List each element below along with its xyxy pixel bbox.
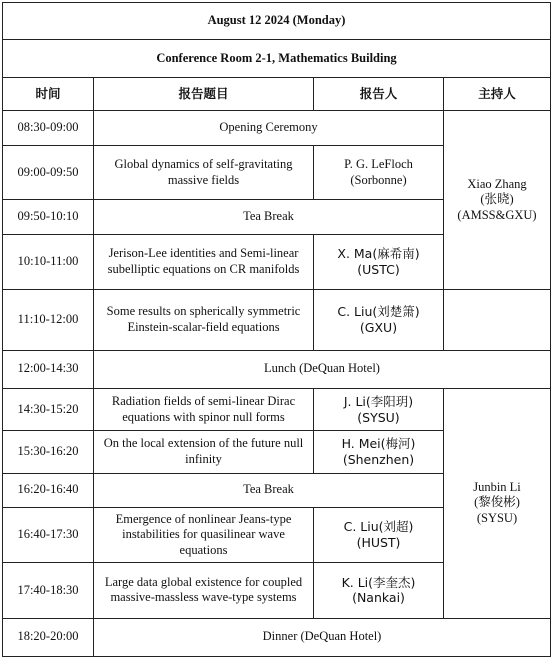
time-cell: 09:00-09:50 — [3, 146, 94, 200]
speaker-name: X. Ma(麻希南) — [337, 246, 420, 262]
chair-affiliation: (AMSS&GXU) — [457, 207, 537, 222]
chair-cell-empty — [444, 290, 551, 350]
venue-row — [3, 40, 551, 77]
speaker-cell — [314, 388, 444, 430]
speaker-affiliation: (GXU) — [359, 319, 398, 335]
talk-title: Some results on spherically symmetric Einstein-scalar-field equations — [94, 290, 314, 350]
schedule-row — [3, 110, 551, 145]
speaker-affiliation: (SYSU) — [357, 409, 400, 425]
time-cell: 16:40-17:30 — [3, 507, 94, 562]
time-cell: 08:30-09:00 — [3, 110, 94, 145]
speaker-affiliation: (HUST) — [356, 534, 401, 550]
speaker-cell — [314, 507, 444, 562]
schedule-table — [2, 2, 551, 657]
speaker-cell — [314, 431, 444, 473]
speaker-affiliation: (Shenzhen) — [342, 451, 415, 467]
chair-name: Junbin Li — [473, 479, 521, 494]
speaker-affiliation: (Sorbonne) — [350, 172, 407, 187]
time-cell: 15:30-16:20 — [3, 431, 94, 473]
column-header-chair: 主持人 — [444, 77, 551, 110]
time-cell: 11:10-12:00 — [3, 290, 94, 350]
time-cell: 12:00-14:30 — [3, 350, 94, 388]
time-cell: 18:20-20:00 — [3, 618, 94, 656]
schedule-row — [3, 290, 551, 350]
chair-cn-name: (黎俊彬) — [474, 495, 520, 510]
schedule-row — [3, 350, 551, 388]
speaker-affiliation: (Nankai) — [352, 590, 405, 606]
speaker-name: J. Li(李阳玥) — [343, 393, 414, 409]
column-header-row — [3, 77, 551, 110]
talk-title: Large data global existence for coupled massive-massless wave-type systems — [94, 563, 314, 618]
speaker-cell — [314, 146, 444, 200]
chair-cell-afternoon — [444, 388, 551, 618]
time-cell: 14:30-15:20 — [3, 388, 94, 430]
date-row — [3, 3, 551, 40]
speaker-name: C. Liu(刘楚箫) — [337, 304, 420, 320]
chair-affiliation: (SYSU) — [476, 511, 518, 526]
chair-name: Xiao Zhang — [467, 176, 527, 191]
event-cell: Tea Break — [94, 200, 444, 234]
column-header-title: 报告题目 — [94, 77, 314, 110]
talk-title: Emergence of nonlinear Jeans-type instabilities for quasilinear wave equations — [94, 507, 314, 562]
speaker-cell — [314, 563, 444, 618]
time-cell: 09:50-10:10 — [3, 200, 94, 234]
date-header: August 12 2024 (Monday) — [3, 3, 551, 40]
time-cell: 16:20-16:40 — [3, 473, 94, 507]
talk-title: Global dynamics of self-gravitating massive fields — [94, 146, 314, 200]
speaker-cell — [314, 234, 444, 289]
schedule-row — [3, 388, 551, 430]
schedule-row — [3, 618, 551, 656]
speaker-name: H. Mei(梅河) — [341, 436, 416, 452]
time-cell: 10:10-11:00 — [3, 234, 94, 289]
column-header-speaker: 报告人 — [314, 77, 444, 110]
talk-title: Jerison-Lee identities and Semi-linear subelliptic equations on CR manifolds — [94, 234, 314, 289]
speaker-name: K. Li(李奎杰) — [341, 574, 416, 590]
column-header-time: 时间 — [3, 77, 94, 110]
event-cell: Tea Break — [94, 473, 444, 507]
time-cell: 17:40-18:30 — [3, 563, 94, 618]
venue-header: Conference Room 2-1, Mathematics Building — [3, 40, 551, 77]
chair-cn-name: (张晓) — [480, 192, 514, 207]
speaker-name: C. Liu(刘超) — [343, 519, 414, 535]
event-cell: Dinner (DeQuan Hotel) — [94, 618, 551, 656]
event-cell: Lunch (DeQuan Hotel) — [94, 350, 551, 388]
speaker-affiliation: (USTC) — [357, 261, 400, 277]
speaker-cell — [314, 290, 444, 350]
talk-title: Radiation fields of semi-linear Dirac equations with spinor null forms — [94, 388, 314, 430]
speaker-name: P. G. LeFloch — [344, 157, 413, 172]
talk-title: On the local extension of the future null infinity — [94, 431, 314, 473]
event-cell: Opening Ceremony — [94, 110, 444, 145]
chair-cell-morning — [444, 110, 551, 289]
